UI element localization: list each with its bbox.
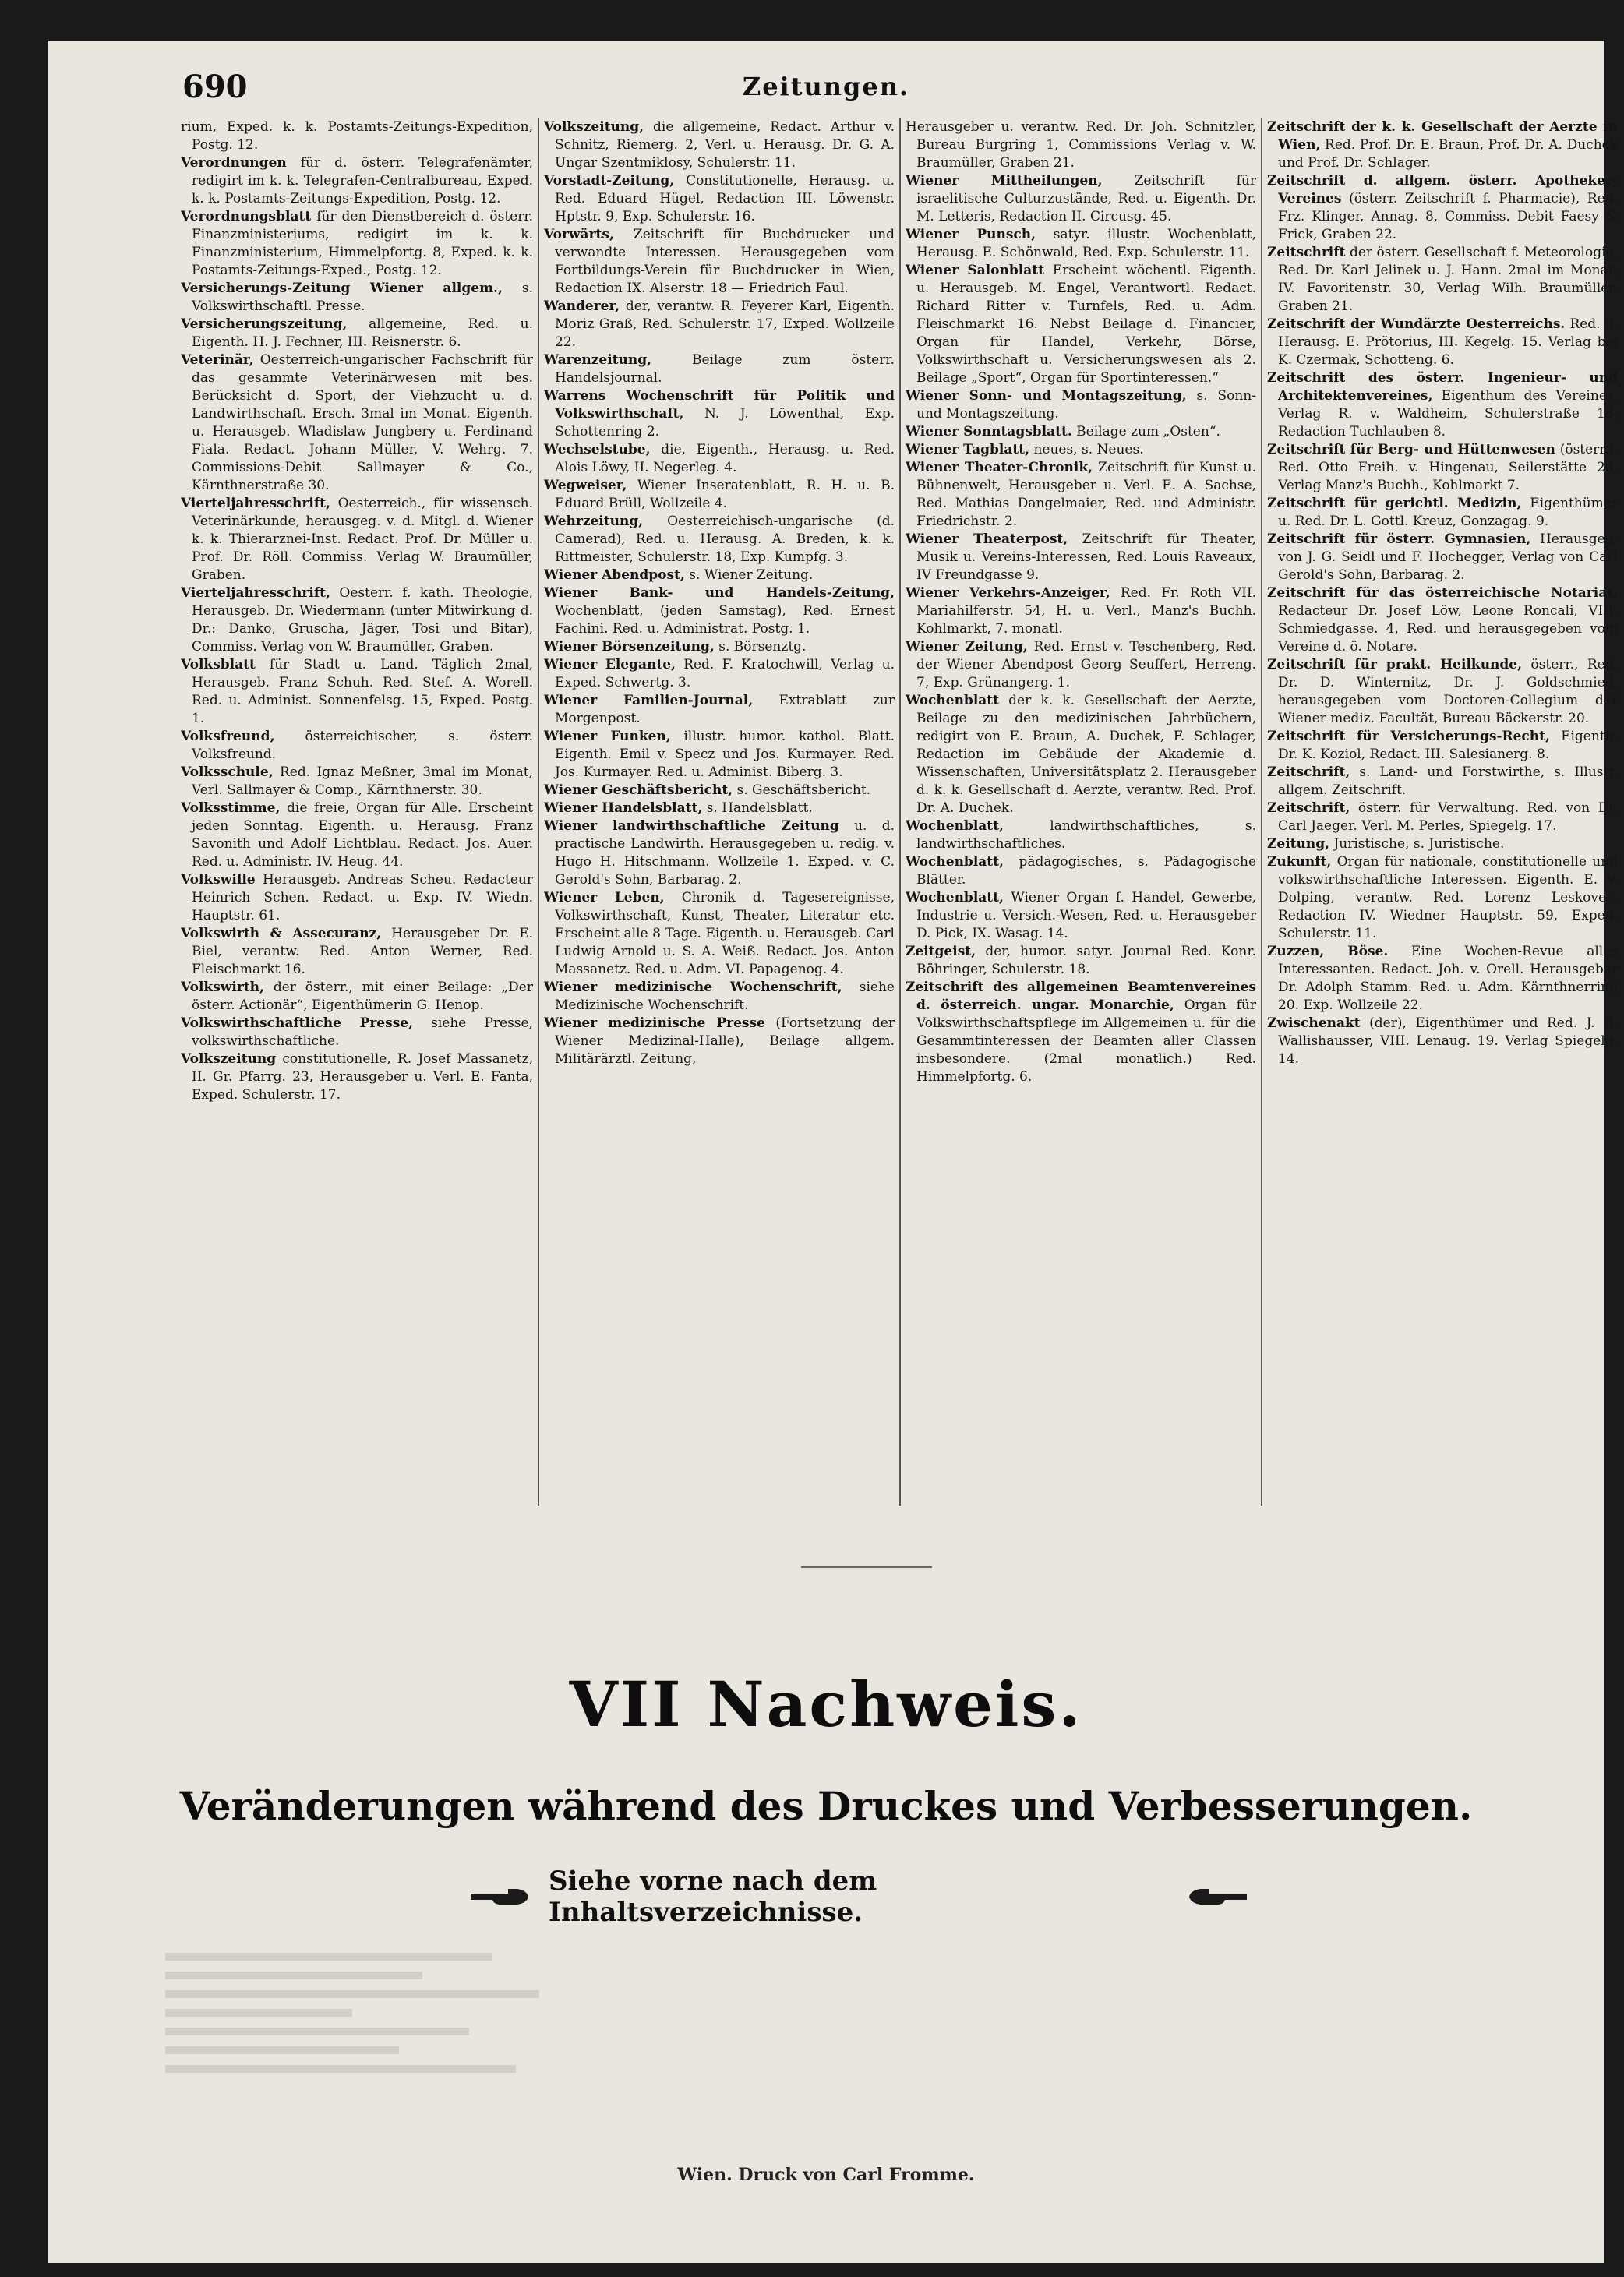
entry-text: Eine Wochen-Revue alles Interessanten. Redact. Joh. v. Orell. Herausgeber Dr. Adolph Stamm. Red. u. Adm. Kärnthnerring 20. Exp. Wollzeile 22. [1278,944,1618,1013]
entry-title: Zeitung, [1267,836,1330,852]
entry-title: Versicherungszeitung, [181,316,348,332]
entry-title: Zuzzen, Böse. [1267,944,1389,959]
entry-text: Organ für Volkswirthschaftspflege im Allgemeinen u. für die Gesammtinteressen der Beamten aller Classen insbesondere. (2mal monatlich.) Red. Himmelpfortg. 6. [916,997,1256,1085]
entry-title: Vierteljahresschrift, [181,585,330,601]
directory-entry [906,226,1256,262]
entry-title: Verordnungen [181,155,287,171]
entry-title: Wiener Verkehrs-Anzeiger, [906,585,1110,601]
entry-text: Eigenthum des Vereines, Verlag R. v. Waldheim, Schulerstraße 13, Redaction Tuchlauben 8. [1278,388,1619,440]
entry-text: siehe Medizinische Wochenschrift. [555,980,895,1013]
directory-entry [906,943,1256,979]
entry-text: Juristische, s. Juristische. [1333,836,1505,852]
directory-entry [1267,1015,1618,1068]
entry-title: Zeitschrift für Berg- und Hüttenwesen [1267,442,1555,457]
entry-title: Vorwärts, [544,227,614,242]
entry-text: Beilage zum „Osten“. [1076,424,1220,440]
directory-entry [1267,853,1618,943]
directory-entry [906,853,1256,889]
entry-text: die freie, Organ für Alle. Erscheint jeden Sonntag. Eigenth. u. Herausg. Franz Savonith und Adolf Lichtblau. Redact. Jos. Auer. Red. u. Administr. IV. Heug. 44. [192,800,533,870]
entry-text: Oesterreich-ungarischer Fachschrift für das gesammte Veterinärwesen mit bes. Berücksicht d. Sport, der Viehzucht u. d. Landwirthschaft. Ersch. 3mal im Monat. Eigenth. u. Herausgeb. Wladislaw Jungbery u. Ferdinand Fiala. Redact. Johann Müller, V. Wehrg. 7. Commissions-Debit Sallmayer & Co., Kärnthnerstraße 30. [192,352,533,493]
directory-entry [544,782,895,800]
directory-entry [906,387,1256,423]
entry-title: Zukunft, [1267,854,1332,870]
entry-text: Zeitschrift für Kunst u. Bühnenwelt, Herausgeber u. Verl. E. A. Sachse, Red. Mathias Dangelmaier, Red. und Administr. Friedrichstr. 2. [916,460,1256,529]
directory-entry [181,495,533,584]
entry-text: s. Börsenztg. [718,639,807,655]
directory-entry [181,871,533,925]
page-header [48,41,1604,111]
entry-title: Vorstadt-Zeitung, [544,173,675,189]
directory-entry [1267,728,1618,764]
directory-entry [544,351,895,387]
directory-entry [544,172,895,226]
entry-text: Zeitschrift für israelitische Culturzustände, Red. u. Eigenth. Dr. M. Letteris, Redaction II. Circusg. 45. [916,173,1257,224]
directory-entry [544,692,895,728]
entry-title: Volkszeitung [181,1051,277,1067]
entry-title: Wochenblatt, [906,890,1004,906]
entry-text: (österr.), Red. Otto Freih. v. Hingenau, Seilerstätte 28, Verlag Manz's Buchh., Kohlmarkt 7. [1278,442,1619,493]
entry-text: Wiener Organ f. Handel, Gewerbe, Industrie u. Versich.-Wesen, Red. u. Herausgeber D. Pick, IX. Wasag. 14. [916,890,1257,941]
entry-title: Zeitschrift der Wundärzte Oesterreichs. [1267,316,1566,332]
entry-text: Wochenblatt, (jeden Samstag), Red. Ernest Fachini. Red. u. Administrat. Postg. 1. [555,603,895,637]
entry-title: Zeitschrift für österr. Gymnasien, [1267,531,1531,547]
entry-title: Volksschule, [181,764,274,780]
entry-text: N. J. Löwenthal, Exp. Schottenring 2. [555,406,895,440]
directory-entry [1267,118,1618,172]
entry-title: Wiener Theater-Chronik, [906,460,1093,475]
entry-text: der, verantw. R. Feyerer Karl, Eigenth. Moriz Graß, Red. Schulerstr. 17, Exped. Wollzeile 22. [555,298,895,350]
entry-title: Wiener Mittheilungen, [906,173,1103,189]
directory-entry [544,441,895,477]
column-2 [538,118,899,1506]
directory-entry [544,1015,895,1068]
directory-entry [1267,495,1618,531]
entry-title: Wiener landwirthschaftliche Zeitung [544,818,839,834]
entry-text: rium, Exped. k. k. Postamts-Zeitungs-Expedition, Postg. 12. [181,119,533,153]
directory-entry [544,638,895,656]
directory-entry [181,1050,533,1104]
entry-title: Wiener Handelsblatt, [544,800,703,816]
book-page [48,41,1619,2263]
entry-text: der k. k. Gesellschaft der Aerzte, Beilage zu den medizinischen Jahrbüchern, redigirt von E. Braun, A. Duchek, F. Schlager, Redaction im Gebäude der Akademie d. Wissenschaften, Universitätsplatz 2. Herausgeber d. k. k. Gesellschaft d. Aerzte, verantw. Red. Prof. Dr. A. Duchek. [916,693,1256,816]
entry-text: Red. Fr. Roth VII. Mariahilferstr. 54, H. u. Verl., Manz's Buchh. Kohlmarkt, 7. monatl. [916,585,1256,637]
directory-entry [181,316,533,351]
entry-title: Zeitgeist, [906,944,976,959]
entry-text: Herausgeb. Andreas Scheu. Redacteur Heinrich Schen. Redact. u. Exp. IV. Wiedn. Hauptstr. 61. [192,872,534,923]
entry-text: Eigenthümer u. Red. Dr. L. Gottl. Kreuz, Gonzagag. 9. [1278,496,1618,529]
entry-title: Zeitschrift für gerichtl. Medizin, [1267,496,1522,511]
entry-title: Wiener Tagblatt, [906,442,1030,457]
directory-entry [544,817,895,889]
entry-title: Veterinär, [181,352,254,368]
entry-text: satyr. illustr. Wochenblatt, Herausg. E. Schönwald, Red. Exp. Schulerstr. 11. [916,227,1256,260]
directory-entry [181,979,533,1015]
entry-title: Wiener Börsenzeitung, [544,639,715,655]
entry-text: pädagogisches, s. Pädagogische Blätter. [916,854,1257,888]
entry-title: Wanderer, [544,298,620,314]
appendix-subtitle: Veränderungen während des Druckes und Verbesserungen. [179,1783,1473,1829]
column-3 [899,118,1261,1506]
pointing-hand-left-icon [1186,1884,1248,1909]
entry-title: Wochenblatt [906,693,999,708]
entry-title: Zeitschrift [1267,245,1346,260]
directory-entry [906,441,1256,459]
entry-title: Zeitschrift für das österreichische Notariat, [1267,585,1618,601]
entry-title: Volkswirth, [181,980,264,995]
entry-text: u. d. practische Landwirth. Herausgegeben u. redig. v. Hugo H. Hitschmann. Wollzeile 1. Exped. v. C. Gerold's Sohn, Barbarag. 2. [555,818,895,888]
directory-entry [181,208,533,280]
entry-text: Red. Ernst v. Teschenberg, Red. der Wiener Abendpost Georg Seuffert, Herreng. 7, Exp. Grünangerg. 1. [916,639,1257,690]
entry-title: Zwischenakt [1267,1015,1361,1031]
directory-entry [181,764,533,800]
entry-title: Wiener Zeitung, [906,639,1028,655]
directory-entry [1267,172,1618,244]
entry-title: Wiener Salonblatt [906,263,1044,278]
entry-title: Volkswirthschaftliche Presse, [181,1015,413,1031]
entry-text: Organ für nationale, constitutionelle und volkswirthschaftliche Interessen. Eigenth. E. v. Dolping, verantw. Red. Lorenz Leskovec, Redaction IV. Wiedner Hauptstr. 59, Exped. Schulerstr. 11. [1278,854,1619,941]
entry-title: Wiener Sonntagsblatt. [906,424,1072,440]
entry-title: Wiener Sonn- und Montagszeitung, [906,388,1187,404]
entry-text: landwirthschaftliches, s. landwirthschaftliches. [916,818,1256,852]
directory-entry [544,567,895,584]
directory-entry [544,656,895,692]
directory-entry [1267,531,1618,584]
entry-text: Oesterr. f. kath. Theologie, Herausgeb. Dr. Wiedermann (unter Mitwirkung d. Dr.: Danko, Gruscha, Jäger, Tosi und Bitar), Commiss. Verlag von W. Braumüller, Graben. [192,585,533,655]
directory-entry [1267,316,1618,369]
directory-entry [181,351,533,495]
entry-title: Wegweiser, [544,478,627,493]
directory-entry [544,800,895,817]
entry-title: Wiener Bank- und Handels-Zeitung, [544,585,895,601]
entry-title: Wehrzeitung, [544,514,644,529]
entry-text: der, humor. satyr. Journal Red. Konr. Böhringer, Schulerstr. 18. [916,944,1256,977]
directory-entry [906,262,1256,387]
entry-text: Erscheint wöchentl. Eigenth. u. Herausgeb. M. Engel, Verantwortl. Redact. Richard Ritter v. Turnfels, Red. u. Adm. Fleischmarkt 16. Nebst Beilage d. Financier, Organ für Handel, Verkehr, Börse, Volkswirthschaft u. Versicherungswesen als 2. Beilage „Sport“, Organ für Sportinteressen.“ [916,263,1256,386]
entry-text: Zeitschrift für Buchdrucker und verwandte Interessen. Herausgegeben vom Fortbildungs-Verein für Buchdrucker in Wien, Redaction IX. Alserstr. 18 — Friedrich Faul. [555,227,895,296]
directory-entry [544,118,895,172]
running-title: Zeitungen. [742,72,910,101]
entry-title: Zeitschrift für Versicherungs-Recht, [1267,729,1550,744]
entry-title: Wiener Abendpost, [544,567,685,583]
entry-text: siehe Presse, volkswirthschaftliche. [192,1015,533,1049]
entry-title: Wiener Theaterpost, [906,531,1068,547]
entry-title: Wiener Elegante, [544,657,676,673]
entry-text: für d. österr. Telegrafenämter, redigirt im k. k. Telegrafen-Centralbureau, Exped. k. k. Postamts-Zeitungs-Expedition, Postg. 12. [192,155,534,207]
directory-entry [1267,441,1618,495]
entry-title: Wochenblatt, [906,854,1004,870]
entry-title: Warenzeitung, [544,352,652,368]
directory-entry [1267,835,1618,853]
entry-text: für Stadt u. Land. Täglich 2mal, Herausgeb. Franz Schuh. Red. Stef. A. Worell. Red. u. Administ. Sonnenfelsg. 15, Exped. Postg. 1. [192,657,533,726]
directory-entry [906,531,1256,584]
bleed-through-texture [165,1942,633,2145]
entry-text: (österr. Zeitschrift f. Pharmacie), Red. Frz. Klinger, Annag. 8, Commiss. Debit Faesy & Frick, Graben 22. [1278,191,1619,242]
page-number: 690 [182,69,248,105]
entry-title: Zeitschrift der k. k. Gesellschaft der Aerzte in Wien, [1267,119,1618,153]
directory-entry [544,477,895,513]
directory-entry [544,298,895,351]
column-4 [1261,118,1622,1506]
printer-imprint: Wien. Druck von Carl Fromme. [677,2165,975,2185]
directory-entry [1267,369,1618,441]
entry-text: Red. u. Herausg. E. Prötorius, III. Kegelg. 15. Verlag bei K. Czermak, Schotteng. 6. [1278,316,1619,368]
entry-text: s. Wiener Zeitung. [689,567,814,583]
directory-entry [906,118,1256,172]
entry-title: Wiener Funken, [544,729,671,744]
column-1 [176,118,538,1506]
entry-title: Verordnungsblatt [181,209,312,224]
entry-title: Vierteljahresschrift, [181,496,330,511]
section-divider [801,1566,932,1568]
directory-entry [544,226,895,298]
entry-text: Red. F. Kratochwill, Verlag u. Exped. Schwertg. 3. [555,657,895,690]
entry-text: Chronik d. Tagesereignisse, Volkswirthschaft, Kunst, Theater, Literatur etc. Erscheint alle 8 Tage. Eigenth. u. Herausgeb. Carl Ludwig Arnold u. S. A. Weiß. Redact. Jos. Anton Massanetz. Red. u. Adm. VI. Papagenog. 4. [555,890,895,977]
directory-entry [1267,584,1618,656]
entry-text: s. Handelsblatt. [706,800,813,816]
entry-text: österr. für Verwaltung. Red. von Dr. Carl Jaeger. Verl. M. Perles, Spiegelg. 17. [1278,800,1619,834]
entry-title: Wiener Leben, [544,890,665,906]
directory-entry [906,172,1256,226]
entry-text: s. Land- und Forstwirthe, s. Illustr. allgem. Zeitschrift. [1278,764,1619,798]
entry-title: Volksblatt [181,657,256,673]
entry-title: Volksfreund, [181,729,275,744]
entry-text: die, Eigenth., Herausg. u. Red. Alois Löwy, II. Negerleg. 4. [555,442,895,475]
directory-entry [544,889,895,979]
entry-title: Volksstimme, [181,800,281,816]
entry-text: allgemeine, Red. u. Eigenth. H. J. Fechner, III. Reisnerstr. 6. [192,316,533,350]
directory-entry [544,728,895,782]
directory-entry [906,979,1256,1086]
directory-entry [906,423,1256,441]
entry-title: Wiener Geschäftsbericht, [544,782,733,798]
entry-text: Oesterreichisch-ungarische (d. Camerad), Red. u. Herausg. A. Breden, k. k. Rittmeister, Schulerstr. 18, Exp. Kumpfg. 3. [555,514,895,565]
entry-title: Wiener medizinische Wochenschrift, [544,980,842,995]
entry-text: die allgemeine, Redact. Arthur v. Schnitz, Riemerg. 2, Verl. u. Herausg. Dr. G. A. Ungar Szentmiklosy, Schulerstr. 11. [555,119,895,171]
entry-text: illustr. humor. kathol. Blatt. Eigenth. Emil v. Specz und Jos. Kurmayer. Red. Jos. Kurmayer. Red. u. Administ. Biberg. 3. [555,729,895,780]
directory-entry [906,638,1256,692]
pointing-hand-right-icon [469,1884,531,1909]
entry-text: der österr., mit einer Beilage: „Der österr. Actionär“, Eigenthümerin G. Henop. [192,980,533,1013]
directory-entry [906,817,1256,853]
directory-entry [181,728,533,764]
directory-entry [544,387,895,441]
directory-entry [544,584,895,638]
entry-title: Warrens Wochenschrift für Politik und Volkswirthschaft, [544,388,895,422]
directory-entry [906,889,1256,943]
entry-text: Wiener Inseratenblatt, R. H. u. B. Eduard Brüll, Wollzeile 4. [555,478,895,511]
entry-text: Herausgeber u. verantw. Red. Dr. Joh. Schnitzler, Bureau Burgring 1, Commissions Verlag v. W. Braumüller, Graben 21. [906,119,1256,171]
entry-text: Red. Prof. Dr. E. Braun, Prof. Dr. A. Duchek und Prof. Dr. Schlager. [1278,137,1618,171]
directory-entry [1267,943,1618,1015]
directory-entry [181,280,533,316]
directory-entry [181,118,533,154]
entry-title: Zeitschrift des österr. Ingenieur- und Architektenvereines, [1267,370,1618,404]
entry-text: constitutionelle, R. Josef Massanetz, II. Gr. Pfarrg. 23, Herausgeber u. Verl. E. Fanta, Exped. Schulerstr. 17. [192,1051,534,1103]
entry-text: s. Sonn- und Montagszeitung. [916,388,1256,422]
directory-entry [181,584,533,656]
cross-reference-note [469,1866,1248,1928]
entry-title: Volkswirth & Assecuranz, [181,926,382,941]
entry-columns [176,118,1624,1506]
entry-text: s. Geschäftsbericht. [736,782,871,798]
directory-entry [181,1015,533,1050]
appendix-title: VII Nachweis. [569,1668,1083,1741]
directory-entry [544,979,895,1015]
directory-entry [1267,656,1618,728]
entry-title: Zeitschrift, [1267,800,1350,816]
entry-title: Wiener Familien-Journal, [544,693,754,708]
entry-title: Zeitschrift d. allgem. österr. Apotheker-Vereines [1267,173,1618,207]
entry-text: Herausgeg. von J. G. Seidl und F. Hochegger, Verlag von Carl Gerold's Sohn, Barbarag. 2. [1278,531,1619,583]
entry-text: Zeitschrift für Theater, Musik u. Vereins-Interessen, Red. Louis Raveaux, IV Freundgasse 9. [916,531,1256,583]
entry-text: Constitutionelle, Herausg. u. Red. Eduard Hügel, Redaction III. Löwenstr. Hptstr. 9, Exp. Schulerstr. 16. [555,173,895,224]
entry-title: Wiener Punsch, [906,227,1036,242]
entry-text: Herausgeber Dr. E. Biel, verantw. Red. Anton Werner, Red. Fleischmarkt 16. [192,926,534,977]
directory-entry [181,800,533,871]
directory-entry [906,584,1256,638]
directory-entry [1267,244,1618,316]
entry-text: s. Volkswirthschaftl. Presse. [192,281,533,314]
entry-text: neues, s. Neues. [1033,442,1144,457]
entry-text: Extrablatt zur Morgenpost. [555,693,895,726]
entry-text: für den Dienstbereich d. österr. Finanzministeriums, redigirt im k. k. Finanzministerium, Himmelpfortg. 8, Exped. k. k. Postamts-Zeitungs-Exped., Postg. 12. [192,209,534,278]
directory-entry [181,154,533,208]
directory-entry [906,459,1256,531]
entry-title: Wiener medizinische Presse [544,1015,765,1031]
directory-entry [1267,764,1618,800]
directory-entry [1267,800,1618,835]
entry-text: Redacteur Dr. Josef Löw, Leone Roncali, VIII. Schmiedgasse. 4, Red. und herausgegeben vom Vereine d. ö. Notare. [1278,603,1618,655]
directory-entry [181,925,533,979]
directory-entry [906,692,1256,817]
entry-title: Versicherungs-Zeitung Wiener allgem., [181,281,503,296]
entry-text: (der), Eigenthümer und Red. J. B. Wallishausser, VIII. Lenaug. 19. Verlag Spiegelg. 14. [1278,1015,1618,1067]
entry-text: österr., Red. Dr. D. Winternitz, Dr. J. Goldschmied, herausgegeben vom Doctoren-Collegium der Wiener mediz. Facultät, Bureau Bäckerstr. 20. [1278,657,1618,726]
entry-title: Zeitschrift, [1267,764,1350,780]
entry-title: Zeitschrift des allgemeinen Beamtenvereines d. österreich. ungar. Monarchie, [906,980,1256,1013]
entry-text: Red. Ignaz Meßner, 3mal im Monat, Verl. Sallmayer & Comp., Kärnthnerstr. 30. [192,764,534,798]
entry-title: Zeitschrift für prakt. Heilkunde, [1267,657,1523,673]
entry-text: der österr. Gesellschaft f. Meteorologie, Red. Dr. Karl Jelinek u. J. Hann. 2mal im Monat, IV. Favoritenstr. 30, Verlag Wilh. Braumüller, Graben 21. [1278,245,1619,314]
entry-text: Beilage zum österr. Handelsjournal. [555,352,895,386]
entry-title: Wechselstube, [544,442,651,457]
entry-title: Volkszeitung, [544,119,644,135]
entry-text: Eigenth. Dr. K. Koziol, Redact. III. Salesianerg. 8. [1278,729,1619,762]
entry-text: österreichischer, s. österr. Volksfreund. [192,729,533,762]
entry-text: Oesterreich., für wissensch. Veterinärkunde, herausgeg. v. d. Mitgl. d. Wiener k. k. Thierarznei-Inst. Redact. Prof. Dr. Müller u. Prof. Dr. Röll. Commiss. Verlag W. Braumüller, Graben. [192,496,533,583]
cross-reference-text: Siehe vorne nach dem Inhaltsverzeichnisse. [549,1866,877,1928]
directory-entry [181,656,533,728]
entry-title: Volkswille [181,872,256,888]
entry-text: (Fortsetzung der Wiener Medizinal-Halle), Beilage allgem. Militärärztl. Zeitung, [555,1015,895,1067]
directory-entry [544,513,895,567]
entry-title: Wochenblatt, [906,818,1004,834]
